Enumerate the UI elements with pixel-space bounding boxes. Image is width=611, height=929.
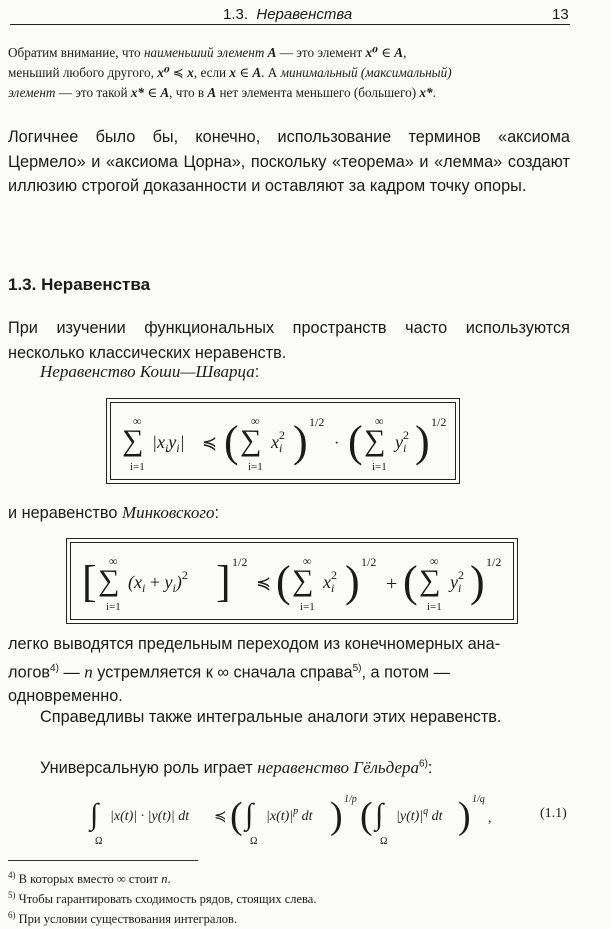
comma: , — [488, 811, 492, 826]
sum-lower: i=1 — [248, 461, 263, 473]
sum-lower: i=1 — [106, 601, 121, 613]
lparen: ( — [276, 557, 291, 606]
sum-sign: ∑ — [240, 424, 262, 457]
section-heading: 1.3. Неравенства — [8, 275, 151, 294]
page-number: 13 — [552, 6, 569, 23]
paragraph-limit: легко выводятся предельным переходом из конечномерных ана- логов$^{4)}$ — n устремляется к ∞ сначала справа$^{5)}$, а потом — одновременно. — [8, 635, 501, 706]
paragraph-zermelo: Логичнее было бы, конечно, использование терминов «аксиома Цермело» и «аксиома Цорна», поскольку «теорема» и «лемма» создают иллюзию строгой доказанности и оставляют за кадром точку опоры. — [8, 128, 570, 195]
rparen: ) — [293, 417, 308, 466]
header-title: 1.3. Неравенства — [223, 6, 353, 23]
omega-sub: Ω — [95, 836, 103, 847]
equation-number: (1.1) — [540, 806, 567, 821]
lparen: ( — [230, 795, 243, 837]
sum-lower: i=1 — [130, 461, 145, 473]
integral-sign: ∫ — [90, 798, 99, 831]
y-power-q: $|y(t)|^q$ dt — [396, 806, 443, 824]
sum-sign: ∑ — [292, 564, 314, 597]
cauchy-schwarz-formula — [106, 398, 460, 484]
leq-symbol: ≼ — [202, 433, 218, 453]
rparen: ) — [330, 795, 343, 837]
rbracket: ] — [216, 557, 231, 606]
cdot: · — [334, 435, 340, 452]
leq-symbol: ≼ — [256, 573, 272, 593]
sum-term: $(x_i + y_i)^2$ — [128, 568, 188, 595]
sum-lower: i=1 — [427, 601, 442, 613]
integral-sign: ∫ — [245, 798, 254, 831]
exp-half: 1/2 — [232, 555, 248, 569]
sum-upper: ∞ — [303, 554, 312, 568]
exp-1p: 1/p — [344, 794, 357, 805]
minkowski-label: и неравенство Минковского: — [8, 503, 220, 522]
omega-sub: Ω — [250, 836, 258, 847]
footnote-rule — [8, 860, 198, 861]
sum-sign: ∑ — [98, 564, 120, 597]
lbracket: [ — [82, 557, 97, 606]
rparen: ) — [458, 795, 471, 837]
integral-sign: ∫ — [375, 798, 384, 831]
exp-half: 1/2 — [486, 555, 502, 569]
cauchy-schwarz-label: Неравенство Коши—Шварца: — [40, 362, 260, 381]
sum-upper: ∞ — [133, 414, 142, 428]
footnote-4: $^{4)}$ В которых вместо ∞ стоит n. — [8, 870, 171, 887]
sum-sign: ∑ — [122, 424, 144, 457]
sum-upper: ∞ — [430, 554, 439, 568]
exp-half: 1/2 — [431, 415, 447, 429]
exp-half: 1/2 — [361, 555, 377, 569]
exp-half: 1/2 — [309, 415, 325, 429]
x-squared: $x^2$ i — [323, 568, 337, 595]
lhs-term: $|x_iy_i|$ — [152, 432, 185, 455]
lparen: ( — [360, 795, 373, 837]
exp-1q: 1/q — [472, 794, 485, 805]
lparen: ( — [403, 557, 418, 606]
footnote-6: $^{6)}$ При условии существования интегралов. — [8, 910, 238, 927]
omega-sub: Ω — [380, 836, 388, 847]
holder-formula — [80, 784, 510, 850]
rparen: ) — [415, 417, 430, 466]
running-header — [0, 6, 611, 26]
rparen: ) — [470, 557, 485, 606]
y-squared: $y^2$ i — [450, 568, 464, 595]
sum-lower: i=1 — [372, 461, 387, 473]
sum-lower: i=1 — [300, 601, 315, 613]
paragraph-integral: Справедливы также интегральные аналоги этих неравенств. — [40, 708, 502, 726]
minkowski-formula — [66, 538, 518, 624]
sum-upper: ∞ — [109, 554, 118, 568]
sum-upper: ∞ — [375, 414, 384, 428]
small-print-note: Обратим внимание, что наименьший элемент A — это элемент x⁰ ∈ A, меньший любого другого, x⁰ ≼ x, если x ∈ A. А минимальный (максимальный) элемент — это такой x* ∈ A, что в A нет элемента меньшего (большего) x*. — [8, 45, 452, 100]
leq-symbol: ≼ — [214, 809, 227, 825]
rparen: ) — [345, 557, 360, 606]
paragraph-intro: При изучении функциональных пространств часто используются несколько классических неравенств. — [8, 319, 570, 362]
lparen: ( — [348, 417, 363, 466]
plus-symbol: + — [386, 573, 398, 595]
sum-sign: ∑ — [364, 424, 386, 457]
sum-sign: ∑ — [419, 564, 441, 597]
lhs-integrand: |x(t)| · |y(t)| dt — [110, 809, 190, 824]
x-squared: $x^2$ i — [271, 428, 285, 455]
holder-label: Универсальную роль играет неравенство Гёльдера$^{6)}$: — [40, 758, 433, 777]
x-power-p: $|x(t)|^p$ dt — [266, 806, 313, 824]
lparen: ( — [224, 417, 239, 466]
y-squared: $y^2$ i — [395, 428, 409, 455]
footnote-5: $^{5)}$ Чтобы гарантировать сходимость рядов, стоящих слева. — [8, 890, 317, 907]
sum-upper: ∞ — [251, 414, 260, 428]
header-rule — [10, 24, 570, 25]
